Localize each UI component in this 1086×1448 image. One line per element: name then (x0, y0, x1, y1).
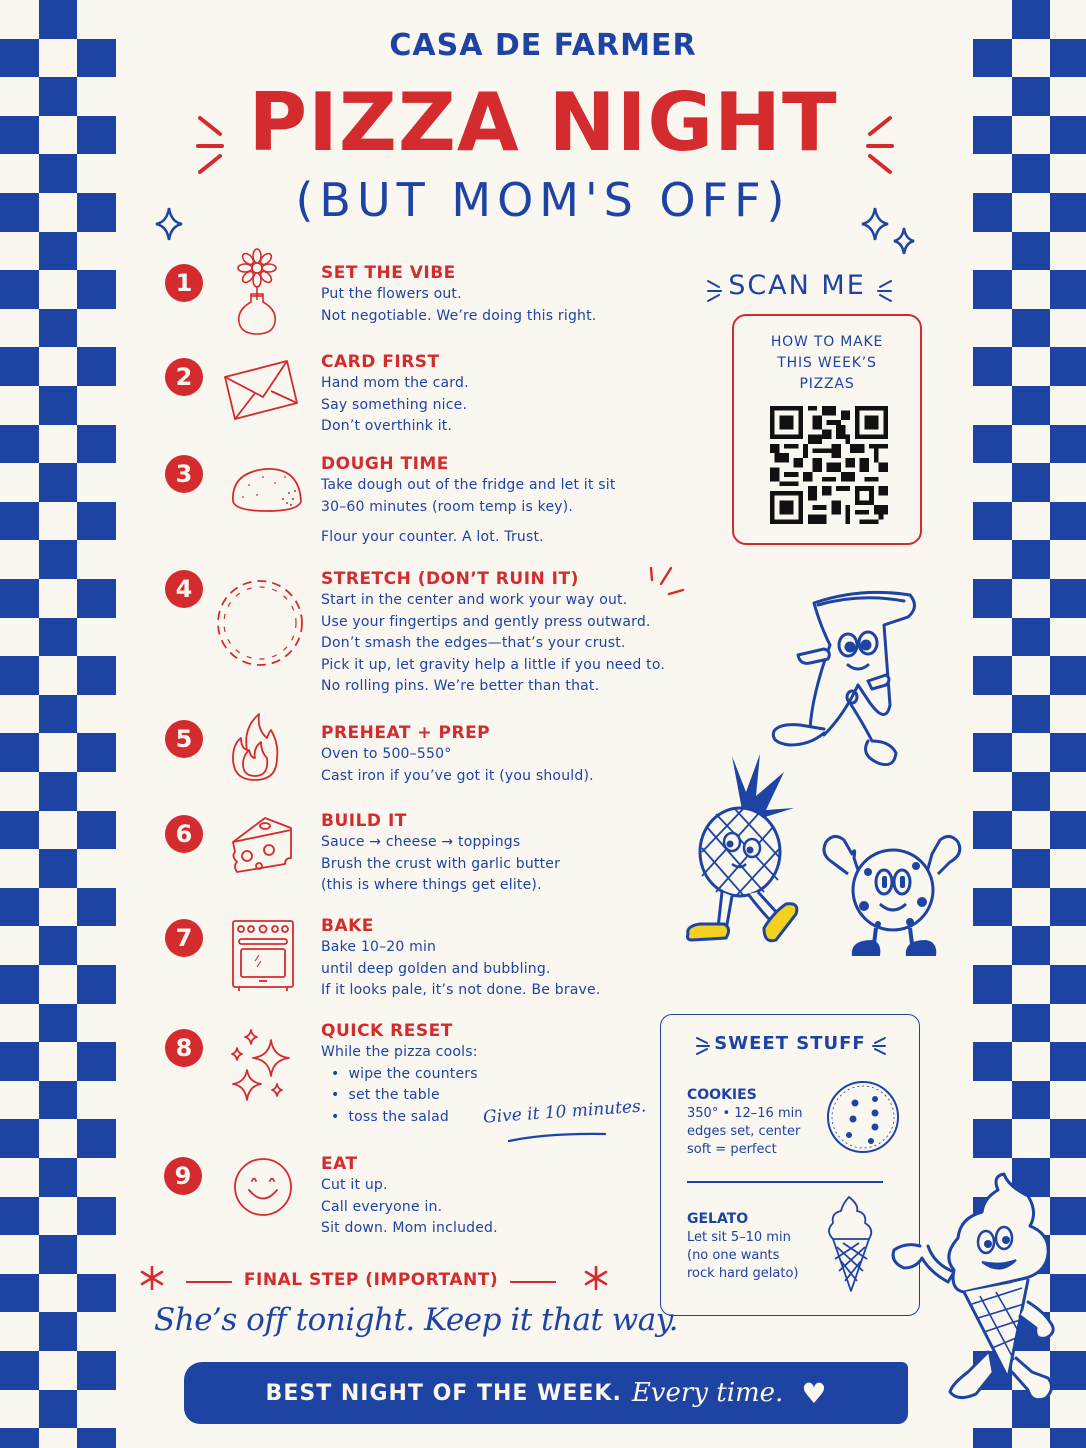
step-title: BAKE (321, 916, 374, 936)
sweet-item-name: COOKIES (687, 1087, 757, 1103)
checker-square (0, 502, 39, 541)
bullet-item: • set the table (331, 1085, 721, 1107)
banner-script-text: Every time. (631, 1378, 784, 1408)
checker-square (0, 270, 39, 309)
step-5 (165, 722, 705, 802)
step-text: 30–60 minutes (room temp is key). (321, 498, 574, 515)
checker-square (1050, 579, 1086, 618)
flame-icon (229, 710, 281, 784)
sweet-stuff-card (660, 1014, 920, 1316)
checker-square (1012, 540, 1051, 579)
step-2 (165, 351, 705, 434)
checker-square (39, 1158, 78, 1197)
checker-square (77, 1042, 116, 1081)
step-number-badge: 7 (165, 919, 203, 957)
checker-square (0, 1119, 39, 1158)
checker-square (1012, 926, 1051, 965)
checker-square (0, 965, 39, 1004)
oven-icon (231, 919, 295, 993)
checker-square (973, 1042, 1012, 1081)
checker-square (0, 579, 39, 618)
final-step-message: She’s off tonight. Keep it that way. (154, 1302, 679, 1338)
checker-square (973, 733, 1012, 772)
asterisk-icon (584, 1266, 608, 1290)
step-number-badge: 4 (165, 570, 203, 608)
divider (186, 1281, 232, 1283)
checker-square (1050, 270, 1086, 309)
checker-square (39, 772, 78, 811)
checker-square (77, 425, 116, 464)
checker-square (0, 733, 39, 772)
sweet-item-text: (no one wants (687, 1248, 780, 1263)
step-text: Sauce → cheese → toppings (321, 834, 521, 850)
checker-square (1050, 965, 1086, 1004)
checker-square (1012, 309, 1051, 348)
checker-square (973, 888, 1012, 927)
sparkle-icon (892, 226, 916, 256)
step-3 (165, 453, 705, 553)
checker-square (1050, 1428, 1086, 1448)
sweet-item-text: rock hard gelato) (687, 1266, 799, 1281)
step-9 (165, 1153, 705, 1243)
step-4 (165, 568, 705, 708)
checker-square (973, 502, 1012, 541)
step-number-badge: 1 (165, 264, 203, 302)
underline-stroke (507, 1130, 607, 1144)
final-step-label: FINAL STEP (IMPORTANT) (243, 1270, 499, 1290)
qr-code-icon[interactable] (770, 406, 888, 524)
checker-square (973, 425, 1012, 464)
step-6 (165, 810, 705, 900)
cookie-icon (825, 1079, 901, 1155)
checker-square (77, 1428, 116, 1448)
checker-square (39, 1004, 78, 1043)
step-text: Cast iron if you’ve got it (you should). (321, 767, 594, 784)
step-text: Say something nice. (321, 396, 468, 413)
checker-square (1050, 733, 1086, 772)
step-text: Brush the crust with garlic butter (321, 855, 561, 872)
checker-square (77, 733, 116, 772)
divider (687, 1181, 883, 1183)
checker-square (1012, 849, 1051, 888)
burst-lines-right-icon (874, 278, 894, 304)
step-text: Hand mom the card. (321, 375, 469, 391)
checker-square (77, 656, 116, 695)
checker-square (39, 926, 78, 965)
burst-lines-left-icon (705, 278, 725, 304)
step-text: Call everyone in. (321, 1198, 443, 1215)
checker-square (973, 811, 1012, 850)
step-title: BUILD IT (321, 811, 407, 831)
sweet-item-cookies (687, 1085, 802, 1159)
checker-square (973, 270, 1012, 309)
step-title: DOUGH TIME (321, 454, 449, 474)
step-text: Flour your counter. A lot. Trust. (321, 529, 544, 545)
sparkle-icon (860, 206, 890, 242)
step-text: Cut it up. (321, 1177, 388, 1193)
checker-square (1050, 425, 1086, 464)
step-text: Sit down. Mom included. (321, 1220, 498, 1236)
checker-square (1050, 347, 1086, 386)
sweet-stuff-title: SWEET STUFF (714, 1033, 866, 1054)
step-text: Take dough out of the fridge and let it sit (321, 477, 616, 493)
checker-square (973, 965, 1012, 1004)
smiley-face-icon (233, 1157, 293, 1217)
sweet-item-gelato (687, 1209, 798, 1283)
checker-square (1012, 772, 1051, 811)
qr-code-card[interactable] (732, 314, 922, 545)
cheese-icon (229, 814, 295, 876)
checker-square (1012, 1004, 1051, 1043)
checker-square (39, 309, 78, 348)
handwritten-note: Give it 10 minutes. (482, 1096, 647, 1128)
step-title: QUICK RESET (321, 1021, 453, 1041)
sweet-item-text: Let sit 5–10 min (687, 1230, 791, 1245)
checker-square (0, 1197, 39, 1236)
checker-square (973, 1428, 1012, 1448)
checker-square (0, 1274, 39, 1313)
step-text: Put the flowers out. (321, 286, 462, 302)
checker-square (1012, 1081, 1051, 1120)
bullet-item: • wipe the counters (331, 1064, 721, 1086)
checker-square (39, 618, 78, 657)
checker-square (973, 347, 1012, 386)
checker-square (39, 540, 78, 579)
step-text: until deep golden and bubbling. (321, 960, 551, 977)
checker-square (39, 1081, 78, 1120)
checker-square (77, 347, 116, 386)
asterisk-icon (140, 1266, 164, 1290)
page-title: PIZZA NIGHT (248, 76, 838, 169)
step-text: Not negotiable. We’re doing this right. (321, 307, 597, 324)
scan-me-label: SCAN ME (728, 270, 866, 301)
step-number-badge: 5 (165, 720, 203, 758)
divider (510, 1281, 556, 1283)
checker-square (0, 1042, 39, 1081)
envelope-icon (221, 357, 301, 421)
step-text: Pick it up, let gravity help a little if you need to. (321, 656, 666, 673)
step-number-badge: 8 (165, 1029, 203, 1067)
step-title: EAT (321, 1154, 358, 1174)
step-title: STRETCH (DON’T RUIN IT) (321, 569, 579, 589)
checker-square (0, 1351, 39, 1390)
checker-square (77, 270, 116, 309)
cookie-mascot-icon (818, 832, 968, 962)
emphasis-marks-icon (645, 564, 689, 600)
checker-square (973, 579, 1012, 618)
checker-square (39, 463, 78, 502)
step-title: PREHEAT + PREP (321, 723, 491, 743)
step-number-badge: 3 (165, 455, 203, 493)
checker-square (77, 811, 116, 850)
household-name: CASA DE FARMER (389, 28, 697, 63)
sparkles-icon (229, 1028, 293, 1104)
step-text: Oven to 500–550° (321, 746, 452, 762)
step-text: While the pizza cools: (321, 1044, 478, 1060)
burst-lines-right-icon (858, 112, 898, 178)
checker-square (0, 425, 39, 464)
checker-square (1012, 695, 1051, 734)
ice-cream-cone-icon (825, 1195, 877, 1295)
checker-square (1012, 618, 1051, 657)
checker-square (39, 1312, 78, 1351)
checker-square (77, 888, 116, 927)
checker-square (1050, 656, 1086, 695)
step-text: Use your fingertips and gently press outward. (321, 613, 651, 630)
checker-square (39, 695, 78, 734)
dough-ball-icon (229, 463, 305, 515)
checker-square (77, 1274, 116, 1313)
checker-square (0, 1428, 39, 1448)
step-text: Don’t overthink it. (321, 418, 453, 434)
step-text: Start in the center and work your way out. (321, 592, 628, 608)
checker-square (77, 502, 116, 541)
step-number-badge: 2 (165, 358, 203, 396)
step-text: If it looks pale, it’s not done. Be brave. (321, 982, 601, 998)
step-number-badge: 9 (164, 1157, 202, 1195)
step-title: CARD FIRST (321, 352, 440, 372)
burst-lines-right-icon (871, 1035, 887, 1057)
heart-icon: ♥ (801, 1376, 827, 1410)
step-text: Bake 10–20 min (321, 939, 437, 955)
checker-square (1050, 502, 1086, 541)
dashed-circle-icon (215, 576, 305, 670)
sweet-item-name: GELATO (687, 1211, 749, 1227)
checker-square (973, 1119, 1012, 1158)
checker-square (0, 347, 39, 386)
checker-square (1012, 386, 1051, 425)
checker-square (77, 965, 116, 1004)
step-text: Don’t smash the edges—that’s your crust. (321, 635, 626, 651)
checker-square (1050, 1119, 1086, 1158)
checker-square (77, 579, 116, 618)
step-text: (this is where things get elite). (321, 877, 542, 893)
step-title: SET THE VIBE (321, 263, 456, 283)
bullet-item: • toss the salad (331, 1107, 721, 1129)
sweet-item-text: 350° • 12–16 min (687, 1106, 803, 1121)
checker-square (1012, 463, 1051, 502)
checker-square (1050, 888, 1086, 927)
checker-square (39, 386, 78, 425)
ice-cream-mascot-icon (888, 1172, 1058, 1408)
checker-square (0, 811, 39, 850)
checker-square (0, 656, 39, 695)
checker-square (77, 1351, 116, 1390)
step-8 (165, 1020, 705, 1140)
footer-banner (184, 1362, 908, 1424)
sweet-item-text: edges set, center (687, 1124, 801, 1139)
pineapple-mascot-icon (682, 752, 804, 944)
step-text: No rolling pins. We’re better than that. (321, 678, 600, 694)
checker-square (39, 1235, 78, 1274)
checker-square (1050, 811, 1086, 850)
checker-square (39, 1390, 78, 1429)
checker-square (39, 849, 78, 888)
checker-square (0, 888, 39, 927)
step-number-badge: 6 (165, 815, 203, 853)
step-7 (165, 915, 705, 1005)
sparkle-icon (154, 206, 184, 242)
checker-square (1050, 1042, 1086, 1081)
checker-square (77, 1197, 116, 1236)
checker-square (1012, 232, 1051, 271)
flower-vase-icon (227, 248, 287, 338)
banner-text: BEST NIGHT OF THE WEEK. (265, 1380, 622, 1406)
checker-square (77, 1119, 116, 1158)
sweet-item-text: soft = perfect (687, 1142, 777, 1157)
checker-square (973, 656, 1012, 695)
page-subtitle: (BUT MOM'S OFF) (295, 173, 791, 227)
qr-caption: HOW TO MAKE THIS WEEK’S PIZZAS (770, 334, 884, 392)
step-1 (165, 262, 705, 342)
checker-square (39, 232, 78, 271)
